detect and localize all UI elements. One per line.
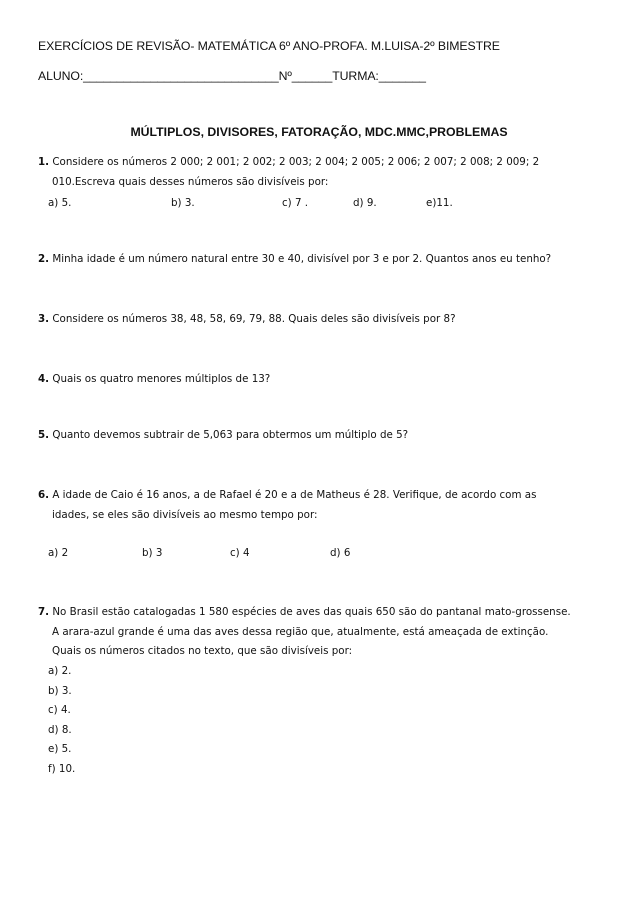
question-2 bbox=[38, 250, 601, 270]
option-f: f) 10. bbox=[48, 762, 76, 775]
option-b: b) 3 bbox=[142, 547, 163, 559]
question-text: Considere os números 2 000; 2 001; 2 002; 2 003; 2 004; 2 005; 2 006; 2 007; 2 008; 2 009; 2 bbox=[52, 156, 540, 168]
question-6 bbox=[38, 486, 601, 525]
question-text: Minha idade é um número natural entre 30 e 40, divisível por 3 e por 2. Quantos anos eu tenho? bbox=[52, 253, 552, 265]
question-number: 5. bbox=[38, 429, 50, 441]
question-text: Quais os quatro menores múltiplos de 13? bbox=[52, 373, 271, 385]
question-7-options bbox=[48, 662, 75, 779]
option-c: c) 7 . bbox=[282, 197, 309, 209]
option-e: e)11. bbox=[426, 197, 453, 209]
question-number: 7. bbox=[38, 606, 50, 618]
question-3 bbox=[38, 310, 601, 330]
student-info-line: ALUNO:_____________________________Nº______TURMA:_______ bbox=[38, 69, 426, 83]
question-text: A idade de Caio é 16 anos, a de Rafael é 20 e a de Matheus é 28. Verifique, de acordo com as bbox=[52, 489, 537, 501]
question-number: 2. bbox=[38, 253, 50, 265]
option-a: a) 2 bbox=[48, 547, 69, 559]
option-b: b) 3. bbox=[48, 684, 72, 697]
question-text-continued: A arara-azul grande é uma das aves dessa região que, atualmente, está ameaçada de extinção. bbox=[52, 625, 549, 638]
question-text-continued: idades, se eles são divisíveis ao mesmo tempo por: bbox=[52, 508, 318, 521]
question-text: No Brasil estão catalogadas 1 580 espécies de aves das quais 650 são do pantanal mato-grossense. bbox=[52, 606, 571, 618]
question-7 bbox=[38, 603, 601, 662]
question-text: Considere os números 38, 48, 58, 69, 79, 88. Quais deles são divisíveis por 8? bbox=[52, 313, 456, 325]
question-number: 3. bbox=[38, 313, 50, 325]
option-b: b) 3. bbox=[171, 197, 195, 209]
worksheet-title: MÚLTIPLOS, DIVISORES, FATORAÇÃO, MDC.MMC,PROBLEMAS bbox=[130, 125, 508, 139]
option-d: d) 8. bbox=[48, 723, 72, 736]
question-text-continued: Quais os números citados no texto, que são divisíveis por: bbox=[52, 645, 353, 657]
option-a: a) 5. bbox=[48, 197, 72, 209]
option-a: a) 2. bbox=[48, 665, 72, 677]
question-5 bbox=[38, 426, 601, 446]
question-4 bbox=[38, 370, 601, 390]
option-c: c) 4 bbox=[230, 547, 250, 559]
header-title: EXERCÍCIOS DE REVISÃO- MATEMÁTICA 6º ANO-PROFA. M.LUISA-2º BIMESTRE bbox=[38, 39, 500, 53]
question-number: 4. bbox=[38, 373, 50, 385]
question-1 bbox=[38, 153, 601, 192]
option-c: c) 4. bbox=[48, 704, 71, 716]
question-number: 1. bbox=[38, 156, 50, 168]
option-d: d) 6 bbox=[330, 547, 351, 559]
option-d: d) 9. bbox=[353, 197, 377, 209]
question-number: 6. bbox=[38, 489, 50, 501]
question-text: Quanto devemos subtrair de 5,063 para obtermos um múltiplo de 5? bbox=[52, 429, 409, 441]
option-e: e) 5. bbox=[48, 743, 72, 755]
question-text-continued: 010.Escreva quais desses números são divisíveis por: bbox=[52, 175, 329, 188]
